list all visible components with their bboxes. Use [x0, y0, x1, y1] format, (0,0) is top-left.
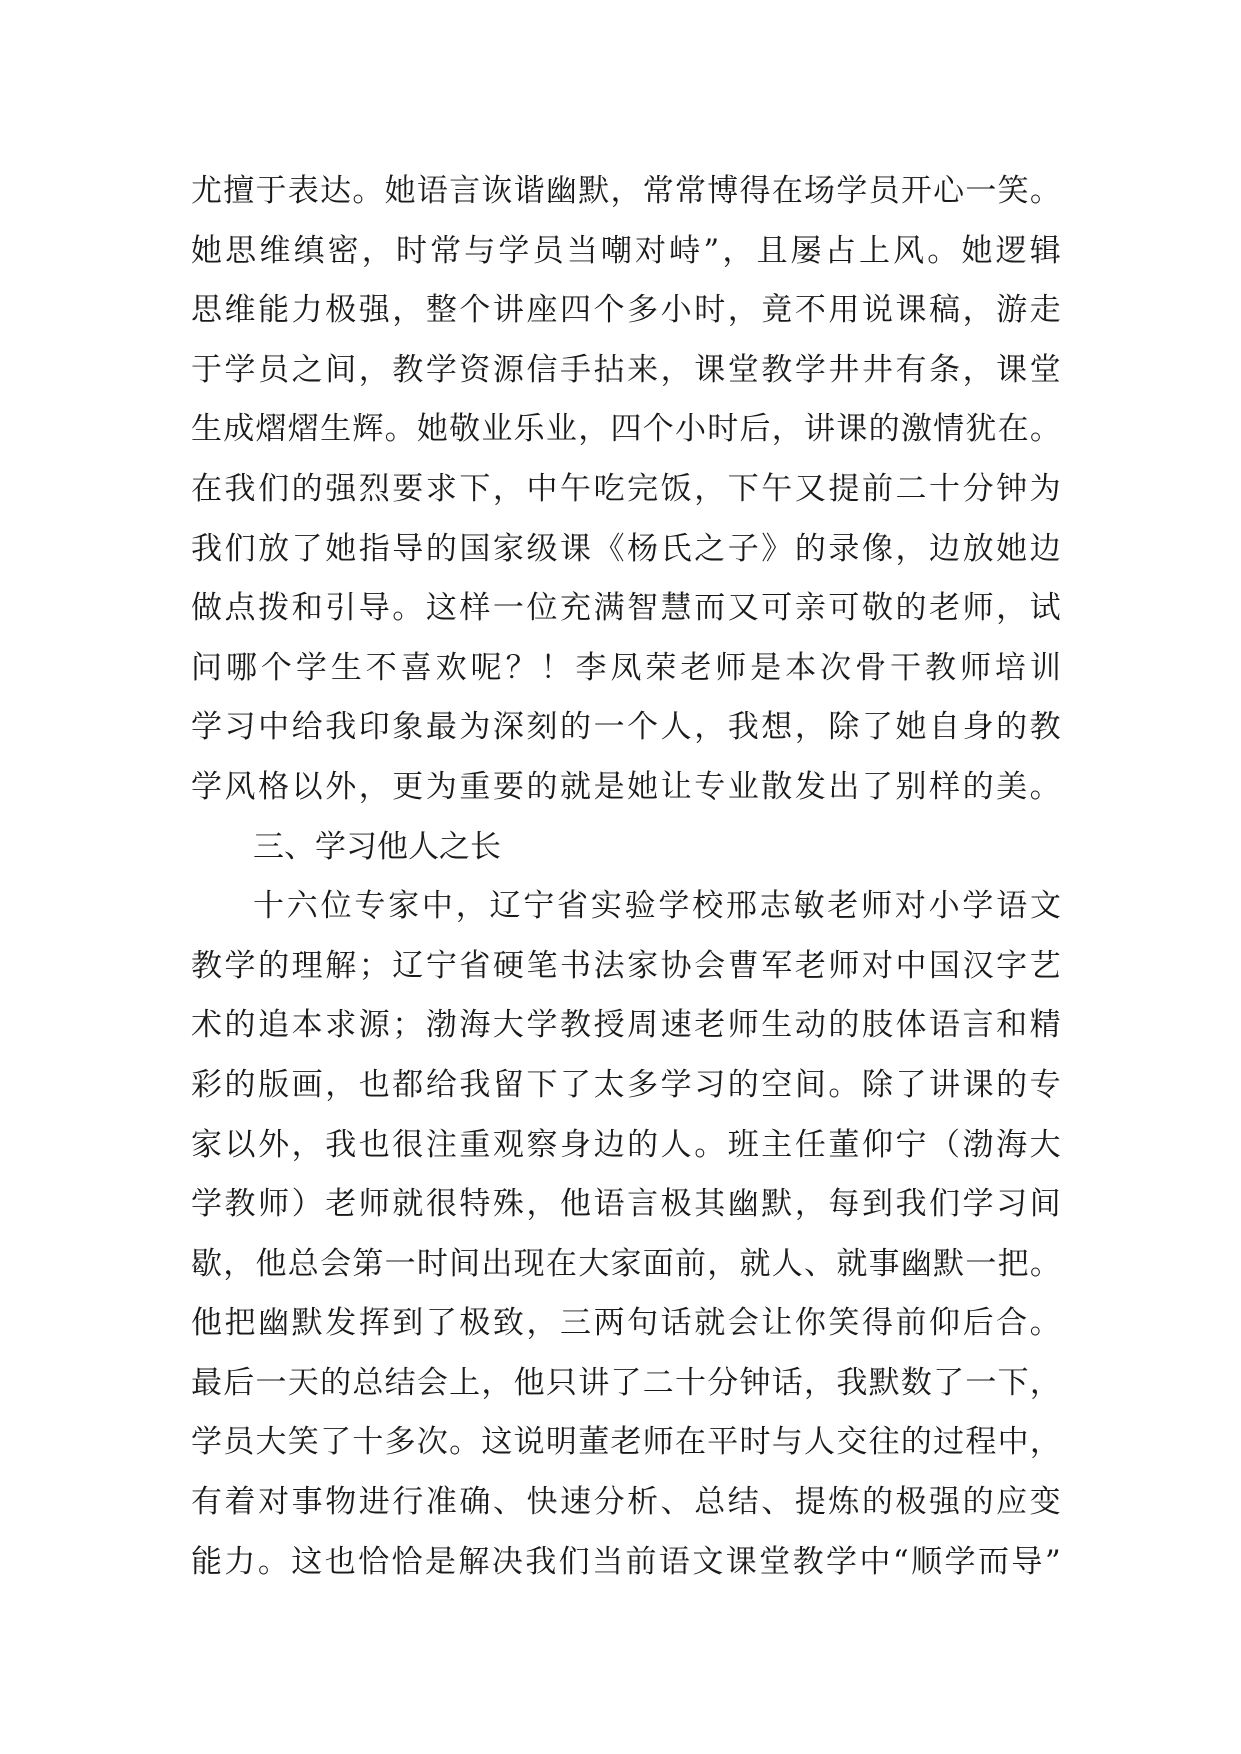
text-line: 教 学 的 理 解 ； 辽 宁 省 硬 笔 书 法 家 协 会 曹 军 老 师 对 中 国 汉 字 艺 — [191, 947, 1061, 984]
text-line: 于 学 员 之 间 ， 教 学 资 源 信 手 拈 来 ， 课 堂 教 学 井 井 有 条 ， 课 堂 — [191, 351, 1061, 388]
text-line: 她 思 维 缜 密 ， 时 常 与 学 员 当 嘲 对 峙 ” ， 且 屡 占 上 风 。 她 逻 辑 — [191, 232, 1061, 269]
text-line: 彩 的 版 画 ， 也 都 给 我 留 下 了 太 多 学 习 的 空 间 。 除 了 讲 课 的 专 — [191, 1066, 1061, 1103]
text-line: 最 后 一 天 的 总 结 会 上 ， 他 只 讲 了 二 十 分 钟 话 ， 我 默 数 了 一 下 ， — [191, 1364, 1061, 1401]
text-line: 家 以 外 ， 我 也 很 注 重 观 察 身 边 的 人 。 班 主 任 董 仰 宁 （ 渤 海 大 — [191, 1126, 1061, 1163]
text-line: 学 习 中 给 我 印 象 最 为 深 刻 的 一 个 人 ， 我 想 ， 除 了 她 自 身 的 教 — [191, 709, 1061, 746]
document-body — [191, 162, 1061, 1592]
text-line: 有 着 对 事 物 进 行 准 确 、 快 速 分 析 、 总 结 、 提 炼 的 极 强 的 应 变 — [191, 1484, 1061, 1521]
paragraph-first-line: 十 六 位 专 家 中 ， 辽 宁 省 实 验 学 校 邢 志 敏 老 师 对 小 学 语 文 — [253, 888, 1061, 925]
text-line: 能 力 。 这 也 恰 恰 是 解 决 我 们 当 前 语 文 课 堂 教 学 中 “ 顺 学 而 导 ” — [191, 1543, 1061, 1580]
text-line: 问 哪 个 学 生 不 喜 欢 呢 ？ ！ 李 凤 荣 老 师 是 本 次 骨 干 教 师 培 训 — [191, 649, 1061, 686]
text-line: 他 把 幽 默 发 挥 到 了 极 致 ， 三 两 句 话 就 会 让 你 笑 得 前 仰 后 合 。 — [191, 1305, 1061, 1342]
text-line: 尤 擅 于 表 达 。 她 语 言 诙 谐 幽 默 ， 常 常 博 得 在 场 学 员 开 心 一 笑 。 — [191, 173, 1061, 209]
text-line: 学 员 大 笑 了 十 多 次 。 这 说 明 董 老 师 在 平 时 与 人 交 往 的 过 程 中 ， — [191, 1424, 1061, 1461]
text-line: 生 成 熠 熠 生 辉 。 她 敬 业 乐 业 ， 四 个 小 时 后 ， 讲 课 的 激 情 犹 在 。 — [191, 411, 1061, 448]
section-heading: 三、学习他人之长 — [253, 828, 501, 865]
text-line: 我 们 放 了 她 指 导 的 国 家 级 课 《 杨 氏 之 子 》 的 录 像 ， 边 放 她 边 — [191, 530, 1061, 567]
text-line: 思 维 能 力 极 强 ， 整 个 讲 座 四 个 多 小 时 ， 竟 不 用 说 课 稿 ， 游 走 — [191, 292, 1061, 329]
text-line: 做 点 拨 和 引 导 。 这 样 一 位 充 满 智 慧 而 又 可 亲 可 敬 的 老 师 ， 试 — [191, 590, 1061, 627]
text-line: 歇 ， 他 总 会 第 一 时 间 出 现 在 大 家 面 前 ， 就 人 、 就 事 幽 默 一 把 。 — [191, 1245, 1061, 1282]
text-line: 术 的 追 本 求 源 ； 渤 海 大 学 教 授 周 速 老 师 生 动 的 肢 体 语 言 和 精 — [191, 1007, 1061, 1044]
text-line: 在 我 们 的 强 烈 要 求 下 ， 中 午 吃 完 饭 ， 下 午 又 提 前 二 十 分 钟 为 — [191, 470, 1061, 507]
text-line: 学 教 师 ） 老 师 就 很 特 殊 ， 他 语 言 极 其 幽 默 ， 每 到 我 们 学 习 间 — [191, 1186, 1061, 1223]
text-line: 学 风 格 以 外 ， 更 为 重 要 的 就 是 她 让 专 业 散 发 出 了 别 样 的 美 。 — [191, 768, 1061, 805]
